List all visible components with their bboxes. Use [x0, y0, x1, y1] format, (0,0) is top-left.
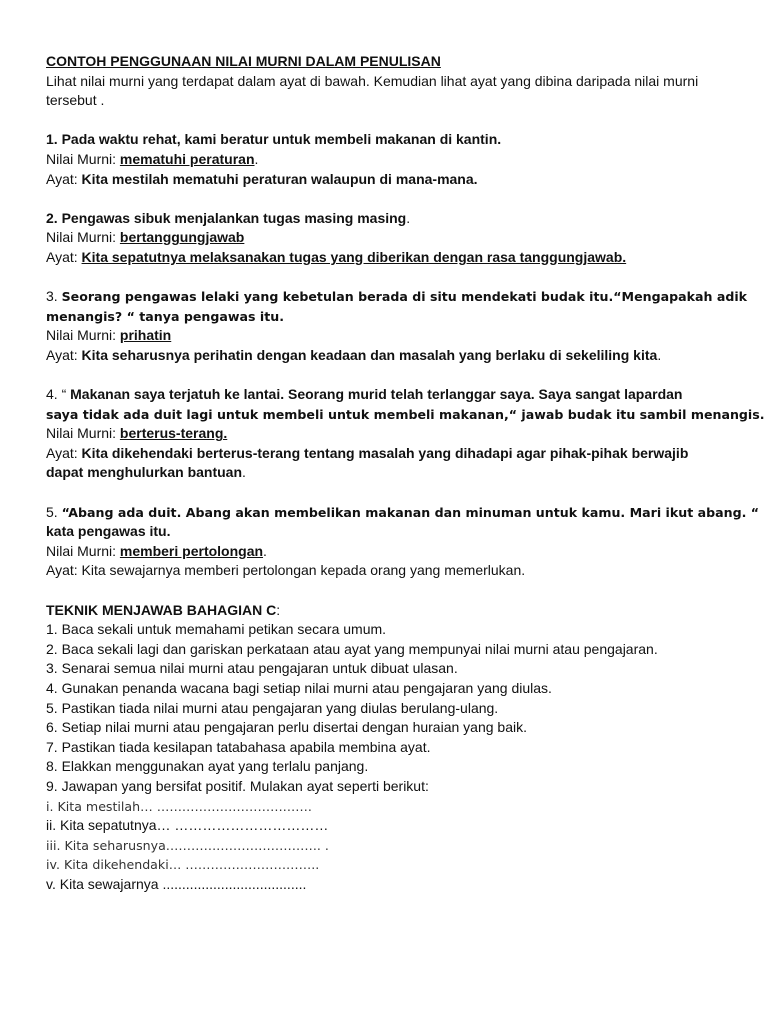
example-5 [46, 503, 760, 581]
nilai-label: Nilai Murni: [46, 542, 117, 559]
teknik-step: 2. Baca sekali lagi dan gariskan perkataan atau ayat yang mempunyai nilai murni atau pengajaran. [46, 640, 658, 657]
example-sentence: 2. Pengawas sibuk menjalankan tugas masing masing [46, 209, 407, 226]
punct: . [242, 464, 246, 481]
example-number: 3. [46, 288, 58, 305]
example-sentence-cont: menangis? “ tanya pengawas itu. [46, 308, 284, 324]
starter-line: v. Kita sewajarnya ..................................... [46, 875, 307, 892]
nilai-line [46, 228, 746, 248]
ayat-value: Kita mestilah mematuhi peraturan walaupun di mana-mana. [81, 170, 478, 187]
ayat-line [46, 248, 746, 268]
example-4 [46, 385, 765, 483]
nilai-value: mematuhi peraturan [119, 150, 255, 167]
nilai-line [46, 326, 746, 346]
example-sentence-line [46, 287, 746, 307]
example-sentence: 1. Pada waktu rehat, kami beratur untuk membeli makanan di kantin. [46, 131, 502, 148]
ayat-cont-line [46, 463, 746, 483]
teknik-step: 5. Pastikan tiada nilai murni atau pengajaran yang diulas berulang-ulang. [46, 699, 499, 716]
teknik-section [46, 601, 746, 895]
document-title: CONTOH PENGGUNAAN NILAI MURNI DALAM PENULISAN [46, 53, 441, 69]
teknik-step: 7. Pastikan tiada kesilapan tatabahasa apabila membina ayat. [46, 738, 431, 755]
ayat-label: Ayat: [46, 562, 78, 579]
nilai-value: bertanggungjawab [119, 229, 245, 246]
ayat-line [46, 346, 746, 366]
punct: . [406, 209, 411, 226]
teknik-step: 8. Elakkan menggunakan ayat yang terlalu panjang. [46, 758, 369, 775]
ayat-value: Kita sepatutnya melaksanakan tugas yang diberikan dengan rasa tanggungjawab. [81, 248, 627, 265]
example-sentence: “Abang ada duit. Abang akan membelikan makanan dan minuman untuk kamu. Mari ikut abang. “ [61, 504, 760, 520]
teknik-step: 6. Setiap nilai murni atau pengajaran perlu disertai dengan huraian yang baik. [46, 719, 527, 736]
ayat-value: Kita seharusnya perihatin dengan keadaan dan masalah yang berlaku di sekeliling kita [81, 346, 658, 363]
nilai-value: berterus-terang. [119, 425, 228, 442]
nilai-label: Nilai Murni: [46, 229, 117, 246]
ayat-value: Kita sewajarnya memberi pertolongan kepada orang yang memerlukan. [81, 562, 526, 579]
example-number: 5. [46, 503, 58, 520]
example-sentence-cont: saya tidak ada duit lagi untuk membeli untuk membeli makanan,“ jawab budak itu sambil menangis. [46, 406, 765, 422]
example-3 [46, 287, 746, 365]
starter-line: iv. Kita dikehendaki… ………………………….. [46, 857, 320, 873]
nilai-label: Nilai Murni: [46, 150, 117, 167]
nilai-label: Nilai Murni: [46, 425, 117, 442]
starter-line: i. Kita mestilah… ………………………………. [46, 798, 312, 814]
ayat-line [46, 444, 746, 464]
intro-line-1: Lihat nilai murni yang terdapat dalam ayat di bawah. Kemudian lihat ayat yang dibina daripada nilai murni [46, 72, 699, 89]
punct: . [263, 542, 267, 559]
teknik-step: 9. Jawapan yang bersifat positif. Mulakan ayat seperti berikut: [46, 777, 429, 794]
ayat-value: Kita dikehendaki berterus-terang tentang masalah yang dihadapi agar pihak-pihak berwajib [81, 444, 689, 461]
example-sentence-line [46, 385, 746, 405]
ayat-line [46, 170, 746, 190]
nilai-line [46, 150, 746, 170]
example-2 [46, 209, 746, 268]
example-sentence-line [46, 503, 760, 523]
teknik-step: 1. Baca sekali untuk memahami petikan secara umum. [46, 621, 387, 638]
ayat-label: Ayat: [46, 346, 78, 363]
nilai-label: Nilai Murni: [46, 327, 117, 344]
ayat-label: Ayat: [46, 248, 78, 265]
intro-line-2: tersebut . [46, 92, 105, 109]
nilai-line [46, 424, 746, 444]
ayat-label: Ayat: [46, 444, 78, 461]
example-sentence-cont: kata pengawas itu. [46, 523, 171, 540]
ayat-label: Ayat: [46, 170, 78, 187]
teknik-step: 4. Gunakan penanda wacana bagi setiap nilai murni atau pengajaran yang diulas. [46, 680, 552, 696]
punct: . [657, 346, 662, 363]
example-sentence: Makanan saya terjatuh ke lantai. Seorang murid telah terlanggar saya. Saya sangat lapardan [70, 386, 683, 403]
ayat-value-cont: dapat menghulurkan bantuan [46, 464, 243, 481]
teknik-heading-line [46, 601, 746, 621]
teknik-heading: TEKNIK MENJAWAB BAHAGIAN C [46, 601, 277, 618]
starter-line: iii. Kita seharusnya………………………………. . [46, 837, 329, 853]
nilai-value: memberi pertolongan [119, 542, 264, 559]
starter-line: ii. Kita sepatutnya… …………………………… [46, 817, 329, 834]
example-sentence-line [46, 209, 746, 229]
document-page [46, 52, 765, 895]
example-number: 4. “ [46, 386, 67, 403]
nilai-value: prihatin [119, 327, 172, 344]
example-sentence: Seorang pengawas lelaki yang kebetulan berada di situ mendekati budak itu.“Mengapakah adik [61, 289, 748, 305]
punct: . [254, 150, 259, 167]
ayat-line [46, 561, 746, 581]
teknik-step: 3. Senarai semua nilai murni atau pengajaran untuk dibuat ulasan. [46, 660, 458, 677]
nilai-line [46, 542, 746, 562]
example-1 [46, 130, 746, 189]
punct: : [276, 601, 281, 618]
